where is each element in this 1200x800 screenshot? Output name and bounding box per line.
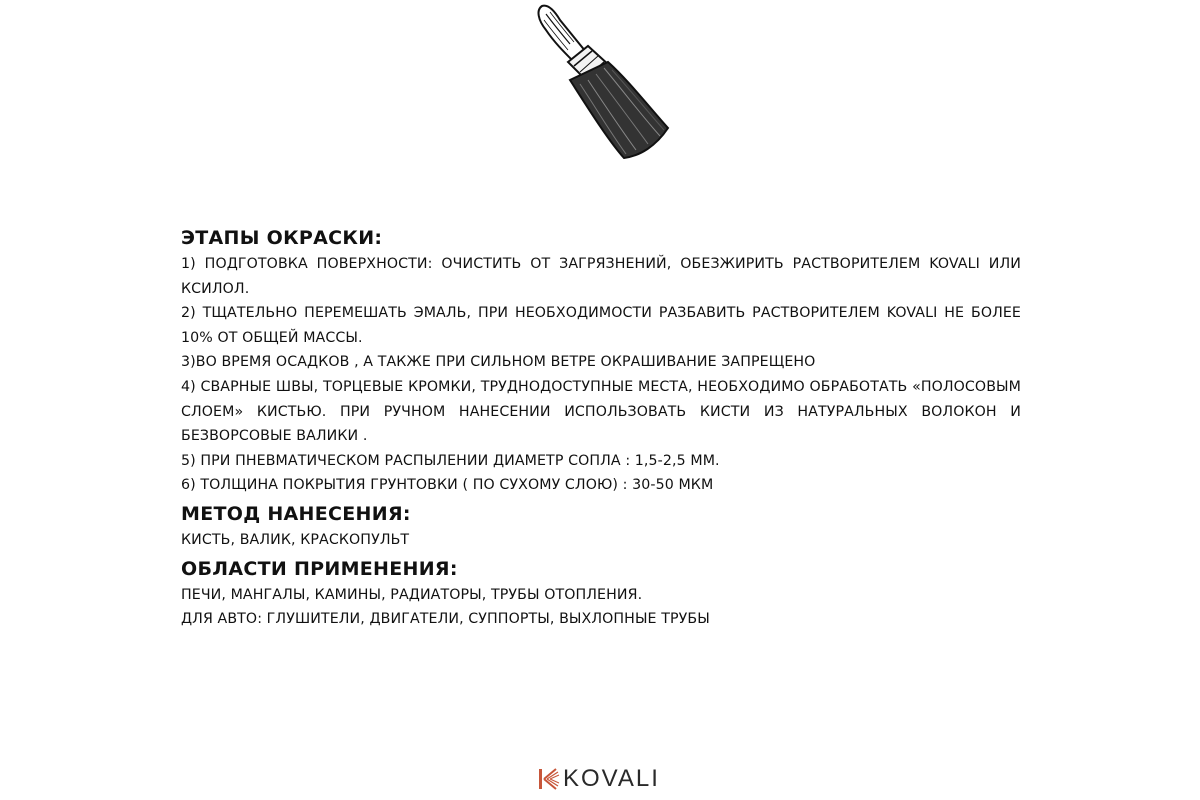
stage-item-6: 6) ТОЛЩИНА ПОКРЫТИЯ ГРУНТОВКИ ( ПО СУХОМУ СЛОЮ) : 30-50 МКМ: [181, 477, 714, 494]
content-block: [181, 224, 1021, 632]
kovali-logo-icon: [538, 767, 560, 791]
brand-name: KOVALI: [563, 765, 660, 792]
method-text: КИСТЬ, ВАЛИК, КРАСКОПУЛЬТ: [181, 531, 410, 548]
paint-brush-icon: [528, 0, 678, 160]
brand-logo: [538, 764, 660, 794]
stage-item-4: 4) СВАРНЫЕ ШВЫ, ТОРЦЕВЫЕ КРОМКИ, ТРУДНОДОСТУПНЫЕ МЕСТА, НЕОБХОДИМО ОБРАБОТАТЬ «ПОЛОСОВЫМ СЛОЕМ» КИСТЬЮ. ПРИ РУЧНОМ НАНЕСЕНИИ ИСПОЛЬЗОВАТЬ КИСТИ ИЗ НАТУРАЛЬНЫХ ВОЛОКОН И БЕЗВОРСОВЫЕ ВАЛИКИ .: [181, 378, 1021, 445]
stage-item-1: 1) ПОДГОТОВКА ПОВЕРХНОСТИ: ОЧИСТИТЬ ОТ ЗАГРЯЗНЕНИЙ, ОБЕЗЖИРИТЬ РАСТВОРИТЕЛЕМ KOVALI ИЛИ КСИЛОЛ.: [181, 256, 1021, 297]
application-line-2: ДЛЯ АВТО: ГЛУШИТЕЛИ, ДВИГАТЕЛИ, СУППОРТЫ, ВЫХЛОПНЫЕ ТРУБЫ: [181, 611, 710, 628]
stages-heading: ЭТАПЫ ОКРАСКИ:: [181, 227, 383, 249]
stage-item-5: 5) ПРИ ПНЕВМАТИЧЕСКОМ РАСПЫЛЕНИИ ДИАМЕТР СОПЛА : 1,5-2,5 ММ.: [181, 452, 720, 469]
stage-item-2: 2) ТЩАТЕЛЬНО ПЕРЕМЕШАТЬ ЭМАЛЬ, ПРИ НЕОБХОДИМОСТИ РАЗБАВИТЬ РАСТВОРИТЕЛЕМ KOVALI НЕ БОЛЕЕ 10% ОТ ОБЩЕЙ МАССЫ.: [181, 305, 1021, 346]
method-heading: МЕТОД НАНЕСЕНИЯ:: [181, 502, 411, 525]
stage-item-3: 3)ВО ВРЕМЯ ОСАДКОВ , А ТАКЖЕ ПРИ СИЛЬНОМ ВЕТРЕ ОКРАШИВАНИЕ ЗАПРЕЩЕНО: [181, 354, 816, 371]
application-line-1: ПЕЧИ, МАНГАЛЫ, КАМИНЫ, РАДИАТОРЫ, ТРУБЫ ОТОПЛЕНИЯ.: [181, 586, 643, 603]
application-heading: ОБЛАСТИ ПРИМЕНЕНИЯ:: [181, 557, 458, 580]
